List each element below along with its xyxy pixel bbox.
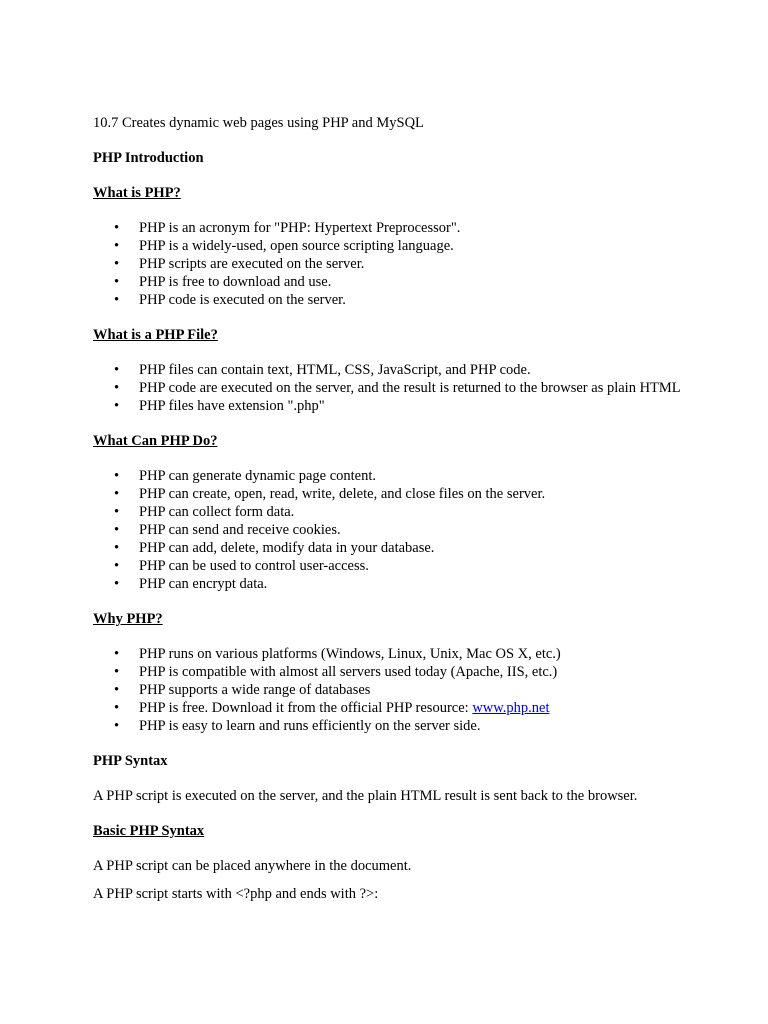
basic-syntax-line-1: A PHP script can be placed anywhere in the document. xyxy=(93,858,412,874)
list-item: • PHP can generate dynamic page content. xyxy=(93,467,683,485)
list-php-can-do xyxy=(93,467,683,593)
list-item: • PHP code is executed on the server. xyxy=(93,291,683,309)
document-page xyxy=(93,114,683,913)
list-item: • PHP can be used to control user-access. xyxy=(93,557,683,575)
php-net-link[interactable]: www.php.net xyxy=(472,700,550,716)
list-item: • PHP is compatible with almost all servers used today (Apache, IIS, etc.) xyxy=(93,663,683,681)
list-item: • PHP can add, delete, modify data in your database. xyxy=(93,539,683,557)
list-item: • PHP is easy to learn and runs efficiently on the server side. xyxy=(93,717,683,735)
heading-what-can-php-do: What Can PHP Do? xyxy=(93,433,218,449)
list-item: • PHP can send and receive cookies. xyxy=(93,521,683,539)
list-item: • PHP runs on various platforms (Windows, Linux, Unix, Mac OS X, etc.) xyxy=(93,645,683,663)
heading-basic-php-syntax: Basic PHP Syntax xyxy=(93,823,205,839)
list-what-is-php xyxy=(93,219,683,309)
heading-what-is-php-file: What is a PHP File? xyxy=(93,327,218,343)
list-item: • PHP is free to download and use. xyxy=(93,273,683,291)
php-free-text: PHP is free. Download it from the official PHP resource: xyxy=(139,700,473,716)
list-item: • PHP scripts are executed on the server. xyxy=(93,255,683,273)
list-item: • PHP can collect form data. xyxy=(93,503,683,521)
basic-syntax-line-2: A PHP script starts with <?php and ends with ?>: xyxy=(93,886,379,902)
syntax-paragraph: A PHP script is executed on the server, and the plain HTML result is sent back to the browser. xyxy=(93,788,638,804)
heading-php-introduction: PHP Introduction xyxy=(93,150,204,166)
list-why-php xyxy=(93,645,683,735)
list-php-file xyxy=(93,361,683,415)
list-item: • PHP can create, open, read, write, delete, and close files on the server. xyxy=(93,485,683,503)
heading-what-is-php: What is PHP? xyxy=(93,185,181,201)
list-item: • PHP files can contain text, HTML, CSS, JavaScript, and PHP code. xyxy=(93,361,683,379)
list-item: • PHP files have extension ".php" xyxy=(93,397,683,415)
list-item: • PHP is a widely-used, open source scripting language. xyxy=(93,237,683,255)
heading-php-syntax: PHP Syntax xyxy=(93,753,168,769)
list-item: • PHP can encrypt data. xyxy=(93,575,683,593)
list-item: • PHP supports a wide range of databases xyxy=(93,681,683,699)
list-item: • PHP code are executed on the server, and the result is returned to the browser as plain HTML xyxy=(93,379,683,397)
document-title: 10.7 Creates dynamic web pages using PHP and MySQL xyxy=(93,115,424,131)
list-item-php-free xyxy=(93,699,683,717)
list-item: • PHP is an acronym for "PHP: Hypertext Preprocessor". xyxy=(93,219,683,237)
heading-why-php: Why PHP? xyxy=(93,611,163,627)
